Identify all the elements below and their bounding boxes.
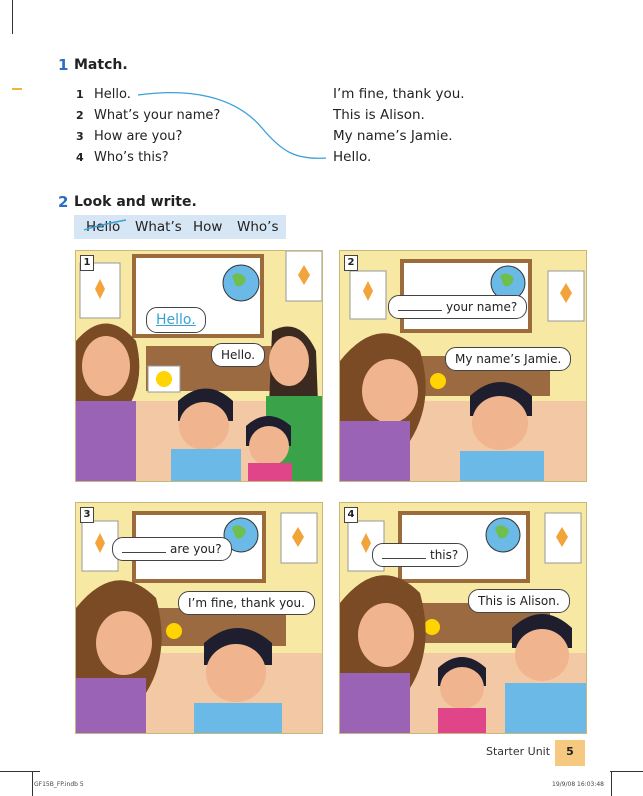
question-number: 4 xyxy=(76,151,84,164)
comic-panel-2 xyxy=(339,250,587,482)
question-text: How are you? xyxy=(94,129,183,144)
exercise-2-title: Look and write. xyxy=(74,194,197,210)
exercise-1-number: 1 xyxy=(58,56,69,74)
question-number: 2 xyxy=(76,109,84,122)
exercise-1-title: Match. xyxy=(74,57,128,73)
panel-2-bubble-teacher xyxy=(388,295,527,319)
blank-line xyxy=(398,300,442,311)
word-whos: Who’s xyxy=(237,219,279,235)
crop-mark-bottom-right-v xyxy=(611,771,612,796)
match-line xyxy=(0,0,643,200)
timestamp-slug: 19/9/08 16:03:48 xyxy=(552,781,604,788)
comic-panel-4 xyxy=(339,502,587,734)
panel-2-bubble-student: My name’s Jamie. xyxy=(445,347,571,371)
word-whats: What’s xyxy=(135,219,182,235)
panel-1-bubble-teacher: Hello. xyxy=(146,307,206,333)
exercise-2-number: 2 xyxy=(58,193,69,211)
question-number: 1 xyxy=(76,88,84,101)
question-text: What’s your name? xyxy=(94,108,221,123)
panel-4-number: 4 xyxy=(344,507,358,523)
panel-4-bubble-teacher xyxy=(372,543,468,567)
panel-1-illustration xyxy=(76,251,322,481)
panel-3-bubble-student: I’m fine, thank you. xyxy=(178,591,315,615)
panel-1-bubble-students: Hello. xyxy=(211,343,265,367)
panel-2-bubble-teacher-text: your name? xyxy=(446,300,518,314)
panel-3-bubble-teacher xyxy=(112,537,232,561)
strike-through-mark xyxy=(82,218,130,234)
word-hello: Hello xyxy=(86,219,121,235)
answer-2: This is Alison. xyxy=(333,107,425,123)
comic-panel-1 xyxy=(75,250,323,482)
file-slug: GF15B_FP.indb 5 xyxy=(34,781,84,788)
question-number: 3 xyxy=(76,130,84,143)
question-text: Hello. xyxy=(94,87,131,102)
panel-4-illustration xyxy=(340,503,586,733)
panel-3-bubble-teacher-text: are you? xyxy=(170,542,222,556)
blank-line xyxy=(122,542,166,553)
panel-1-number: 1 xyxy=(80,255,94,271)
page-number: 5 xyxy=(566,745,574,758)
answer-3: My name’s Jamie. xyxy=(333,128,453,144)
blank-line xyxy=(382,548,426,559)
panel-4-bubble-student: This is Alison. xyxy=(468,589,570,613)
comic-panel-3 xyxy=(75,502,323,734)
unit-label: Starter Unit xyxy=(486,745,551,758)
answer-1: I’m fine, thank you. xyxy=(333,86,465,102)
crop-mark-bottom-left xyxy=(0,771,40,772)
crop-mark-bottom-left-v xyxy=(32,771,33,796)
panel-4-bubble-teacher-text: this? xyxy=(430,548,459,562)
answer-4: Hello. xyxy=(333,149,372,165)
panel-3-number: 3 xyxy=(80,507,94,523)
question-text: Who’s this? xyxy=(94,150,169,165)
word-how: How xyxy=(193,219,223,235)
crop-mark-bottom-right xyxy=(610,771,643,772)
panel-2-number: 2 xyxy=(344,255,358,271)
